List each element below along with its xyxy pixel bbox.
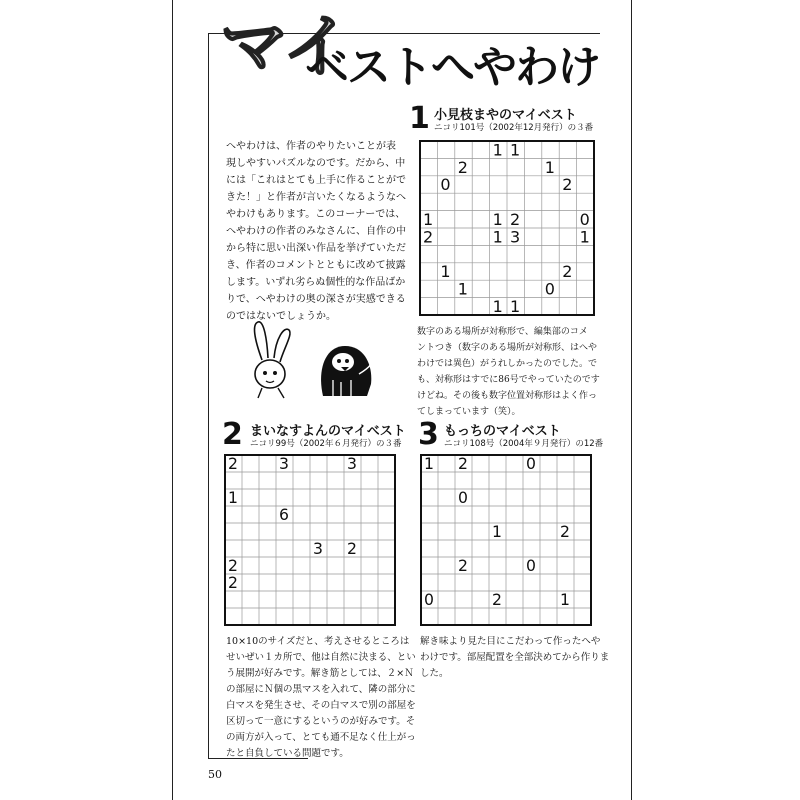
- puzzle-2-number: 2: [222, 417, 243, 452]
- clue-number: 3: [510, 227, 521, 247]
- clue-number: 0: [526, 556, 536, 575]
- clue-number: 2: [228, 556, 238, 575]
- puzzle-1-number: 1: [409, 101, 430, 136]
- clue-number: 0: [440, 175, 451, 195]
- clue-number: 1: [510, 297, 521, 316]
- puzzle-2-grid: [224, 454, 396, 626]
- frame-bottom-rule: [208, 758, 308, 759]
- puzzle-1-title: 小見枝まやのマイベスト: [434, 108, 577, 123]
- title-katakana: マイ: [220, 8, 347, 87]
- clue-number: 1: [492, 210, 503, 229]
- clue-number: 1: [510, 140, 521, 160]
- clue-number: 2: [560, 522, 570, 541]
- puzzle-1-comment: 数字のある場所が対称形で、編集部のコメ ントつき（数字のある場所が対称形、はへや わけでは異色）がうれしかったのでした。で も、対称形はすでに86号でやっていたのです けどね。その後も数字位置対称形はよく作っ てしまっています（笑）。: [417, 327, 600, 417]
- clue-number: 1: [492, 227, 503, 247]
- clue-number: 2: [228, 573, 238, 592]
- frame-left-rule: [208, 33, 209, 758]
- puzzle-2-comment: 10×10のサイズだと、考えさせるところは せいぜい１カ所で、他は自然に決まる、とい う展開が好みです。解き筋としては、２×Ｎ の部屋にＮ個の黒マスを入れて、隣の部分に 白マスを発生させ、その白マスで別の部屋を 区切って一意にするというのが好みです。そ の両方が入って、とても通不足なく仕上がっ たと自負している問題です。: [226, 636, 416, 759]
- clue-number: 0: [544, 279, 555, 299]
- clue-number: 1: [492, 140, 503, 160]
- page-number: 50: [208, 768, 222, 781]
- rabbit-illustration: [240, 318, 300, 400]
- clue-number: 2: [510, 210, 521, 229]
- intro-text: へやわけは、作者のやりたいことが表 現しやすいパズルなのです。だから、中 には「これはとても上手に作ることがで きた！」と作者が言いたくなるようなへ やわけもあります。このコーナーでは、 へやわけの作者のみなさんに、自作の中 から特に思い出深い作品を挙げていただ き、作者のコメントとともに改めて披露 します。いずれ劣らぬ個性的な作品ばか りで、へやわけの奥の深さが実感できる のではないでしょうか。: [226, 141, 406, 322]
- clue-number: 1: [423, 210, 434, 229]
- clue-number: 6: [279, 505, 289, 524]
- clue-number: 2: [458, 454, 468, 473]
- clue-number: 0: [579, 210, 590, 229]
- clue-number: 1: [560, 590, 570, 609]
- page-title: ベストへやわけ: [305, 42, 599, 93]
- clue-number: 1: [457, 279, 468, 299]
- puzzle-1-subtitle: ニコリ101号（2002年12月発行）の３番: [434, 123, 594, 133]
- clue-number: 2: [562, 175, 573, 195]
- clue-number: 1: [492, 297, 503, 316]
- puzzle-1-grid: [419, 140, 595, 316]
- puzzle-3-number: 3: [418, 417, 439, 452]
- clue-number: 2: [492, 590, 502, 609]
- penguin-illustration: [315, 340, 377, 398]
- clue-number: 0: [458, 488, 468, 507]
- puzzle-3-title: もっちのマイベスト: [444, 424, 561, 439]
- puzzle-2-title: まいなすよんのマイベスト: [250, 424, 406, 439]
- puzzle-3-grid: [420, 454, 592, 626]
- clue-number: 1: [424, 454, 434, 473]
- clue-number: 1: [492, 522, 502, 541]
- clue-number: 2: [228, 454, 238, 473]
- clue-number: 3: [279, 454, 289, 473]
- clue-number: 1: [440, 262, 451, 282]
- clue-number: 2: [347, 539, 357, 558]
- clue-number: 0: [424, 590, 434, 609]
- puzzle-3-comment: 解き味より見た目にこだわって作ったへや わけです。部屋配置を全部決めてから作りま した。: [420, 636, 610, 679]
- clue-number: 3: [347, 454, 357, 473]
- puzzle-2-subtitle: ニコリ99号（2002年６月発行）の３番: [250, 439, 402, 449]
- puzzle-3-subtitle: ニコリ108号（2004年９月発行）の12番: [444, 439, 604, 449]
- clue-number: 2: [457, 157, 468, 177]
- clue-number: 0: [526, 454, 536, 473]
- clue-number: 1: [579, 227, 590, 247]
- clue-number: 3: [313, 539, 323, 558]
- clue-number: 1: [228, 488, 238, 507]
- clue-number: 2: [458, 556, 468, 575]
- clue-number: 2: [562, 262, 573, 282]
- clue-number: 2: [423, 227, 434, 247]
- clue-number: 1: [544, 157, 555, 177]
